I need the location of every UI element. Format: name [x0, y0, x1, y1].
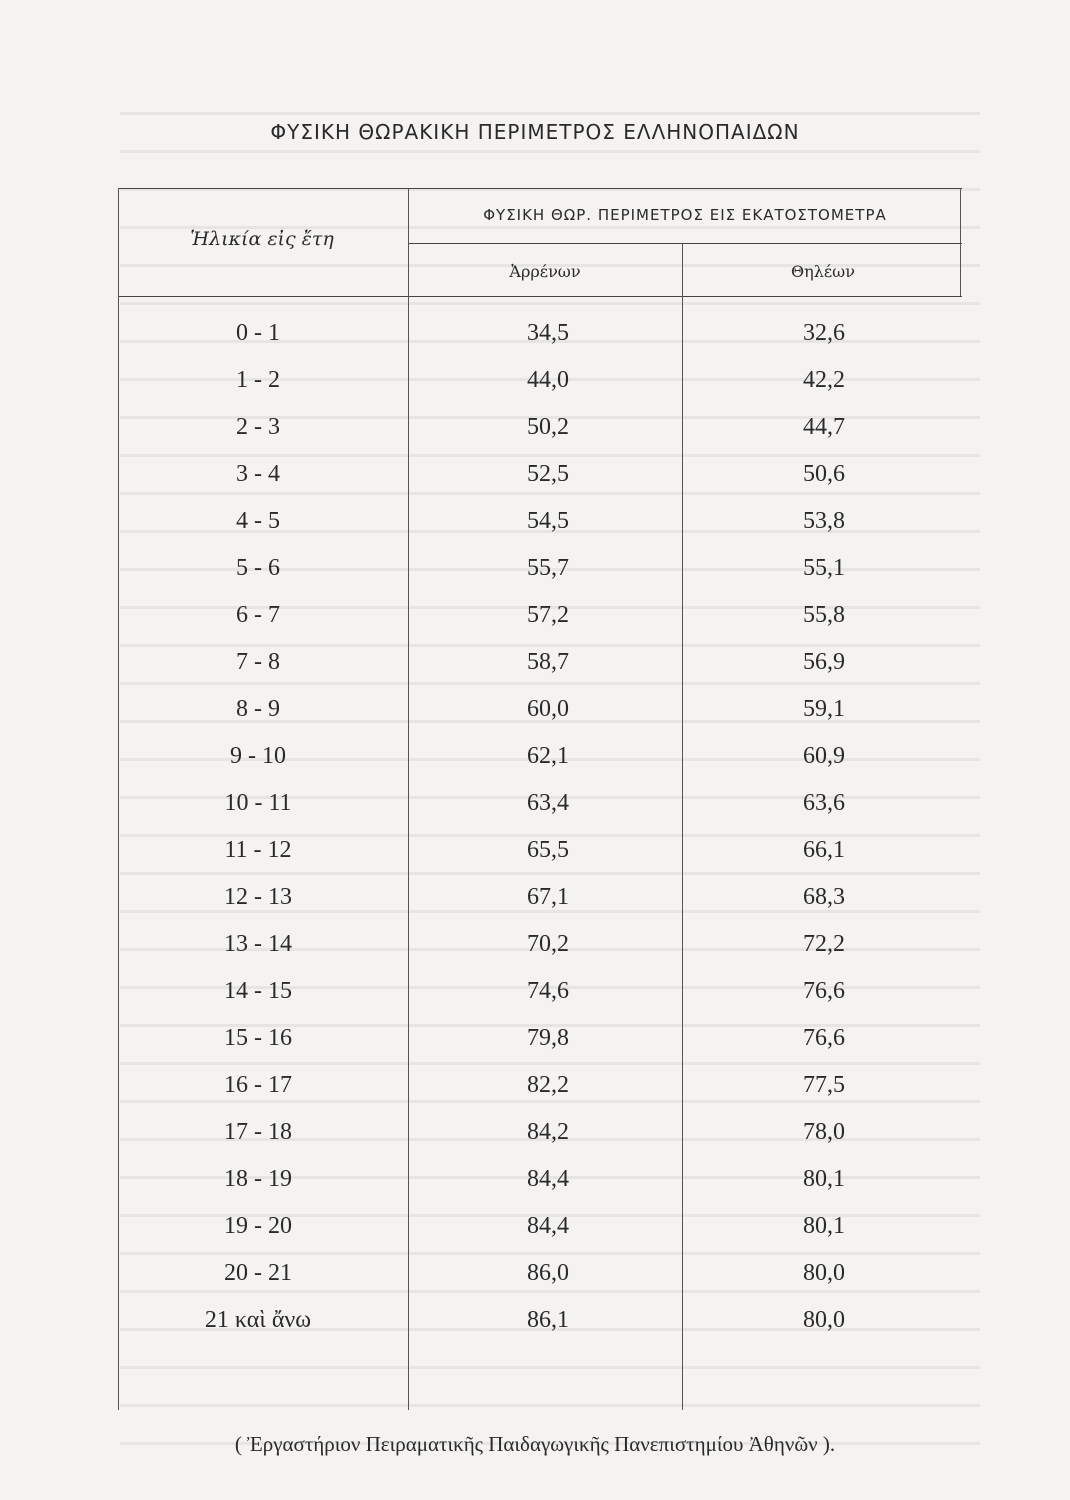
table-row [118, 739, 962, 786]
age-cell: 6 - 7 [236, 602, 280, 628]
table-row [118, 645, 962, 692]
age-cell: 15 - 16 [224, 1025, 292, 1051]
boys-cell: 86,1 [527, 1307, 569, 1333]
age-cell: 3 - 4 [236, 461, 280, 487]
girls-cell: 55,8 [803, 602, 845, 628]
boys-cell: 65,5 [527, 837, 569, 863]
boys-cell: 70,2 [527, 931, 569, 957]
boys-cell: 57,2 [527, 602, 569, 628]
boys-cell: 34,5 [527, 320, 569, 346]
table-row [118, 1209, 962, 1256]
boys-cell: 58,7 [527, 649, 569, 675]
girls-cell: 72,2 [803, 931, 845, 957]
table-row [118, 1115, 962, 1162]
boys-cell: 54,5 [527, 508, 569, 534]
boys-cell: 79,8 [527, 1025, 569, 1051]
age-cell: 14 - 15 [224, 978, 292, 1004]
table-row [118, 974, 962, 1021]
girls-cell: 55,1 [803, 555, 845, 581]
age-cell: 11 - 12 [224, 837, 292, 863]
header-chest-perimeter: ΦΥΣΙΚΗ ΘΩΡ. ΠΕΡΙΜΕΤΡΟΣ ΕΙΣ ΕΚΑΤΟΣΤΟΜΕΤΡΑ [483, 206, 887, 224]
table-row [118, 504, 962, 551]
age-cell: 9 - 10 [230, 743, 286, 769]
age-cell: 20 - 21 [224, 1260, 292, 1286]
table-row [118, 598, 962, 645]
age-cell: 4 - 5 [236, 508, 280, 534]
boys-cell: 86,0 [527, 1260, 569, 1286]
boys-cell: 84,2 [527, 1119, 569, 1145]
table-body [118, 316, 962, 1350]
girls-cell: 66,1 [803, 837, 845, 863]
chest-perimeter-table [118, 188, 962, 1410]
age-cell: 16 - 17 [224, 1072, 292, 1098]
age-cell: 5 - 6 [236, 555, 280, 581]
table-row [118, 692, 962, 739]
boys-cell: 62,1 [527, 743, 569, 769]
boys-cell: 84,4 [527, 1166, 569, 1192]
age-cell: 7 - 8 [236, 649, 280, 675]
header-age: Ἡλικία εἰς ἔτη [190, 228, 334, 250]
girls-cell: 44,7 [803, 414, 845, 440]
girls-cell: 80,1 [803, 1166, 845, 1192]
boys-cell: 67,1 [527, 884, 569, 910]
header-bottom-rule [118, 296, 962, 297]
boys-cell: 74,6 [527, 978, 569, 1004]
age-cell: 10 - 11 [224, 790, 292, 816]
table-row [118, 833, 962, 880]
girls-cell: 56,9 [803, 649, 845, 675]
table-row [118, 786, 962, 833]
table-row [118, 1021, 962, 1068]
age-cell: 1 - 2 [236, 367, 280, 393]
age-cell: 8 - 9 [236, 696, 280, 722]
girls-cell: 32,6 [803, 320, 845, 346]
girls-cell: 63,6 [803, 790, 845, 816]
girls-cell: 60,9 [803, 743, 845, 769]
girls-cell: 50,6 [803, 461, 845, 487]
table-row [118, 1162, 962, 1209]
girls-cell: 76,6 [803, 1025, 845, 1051]
page-title: ΦΥΣΙΚΗ ΘΩΡΑΚΙΚΗ ΠΕΡΙΜΕΤΡΟΣ ΕΛΛΗΝΟΠΑΙΔΩΝ [270, 120, 800, 144]
age-cell: 19 - 20 [224, 1213, 292, 1239]
girls-cell: 76,6 [803, 978, 845, 1004]
table-row [118, 410, 962, 457]
age-cell: 0 - 1 [236, 320, 280, 346]
table-row [118, 927, 962, 974]
boys-cell: 44,0 [527, 367, 569, 393]
source-note: ( Ἐργαστήριον Πειραματικῆς Παιδαγωγικῆς Πανεπιστημίου Ἀθηνῶν ). [234, 1432, 836, 1456]
age-cell: 13 - 14 [224, 931, 292, 957]
age-cell: 12 - 13 [224, 884, 292, 910]
boys-cell: 84,4 [527, 1213, 569, 1239]
age-cell: 21 καὶ ἄνω [204, 1307, 312, 1333]
boys-cell: 55,7 [527, 555, 569, 581]
boys-cell: 82,2 [527, 1072, 569, 1098]
girls-cell: 53,8 [803, 508, 845, 534]
table-row [118, 1256, 962, 1303]
girls-cell: 42,2 [803, 367, 845, 393]
girls-cell: 80,0 [803, 1307, 845, 1333]
age-cell: 2 - 3 [236, 414, 280, 440]
girls-cell: 80,1 [803, 1213, 845, 1239]
table-row [118, 316, 962, 363]
boys-cell: 60,0 [527, 696, 569, 722]
girls-cell: 80,0 [803, 1260, 845, 1286]
table-row [118, 551, 962, 598]
subheader-rule [408, 243, 962, 244]
girls-cell: 77,5 [803, 1072, 845, 1098]
table-row [118, 1303, 962, 1350]
girls-cell: 68,3 [803, 884, 845, 910]
age-cell: 17 - 18 [224, 1119, 292, 1145]
boys-cell: 63,4 [527, 790, 569, 816]
table-row [118, 457, 962, 504]
age-cell: 18 - 19 [224, 1166, 292, 1192]
table-row [118, 880, 962, 927]
girls-cell: 59,1 [803, 696, 845, 722]
table-top-rule [118, 188, 962, 189]
boys-cell: 52,5 [527, 461, 569, 487]
girls-cell: 78,0 [803, 1119, 845, 1145]
header-boys: Ἀρρένων [509, 262, 581, 281]
boys-cell: 50,2 [527, 414, 569, 440]
header-girls: Θηλέων [791, 262, 855, 281]
table-row [118, 1068, 962, 1115]
table-row [118, 363, 962, 410]
